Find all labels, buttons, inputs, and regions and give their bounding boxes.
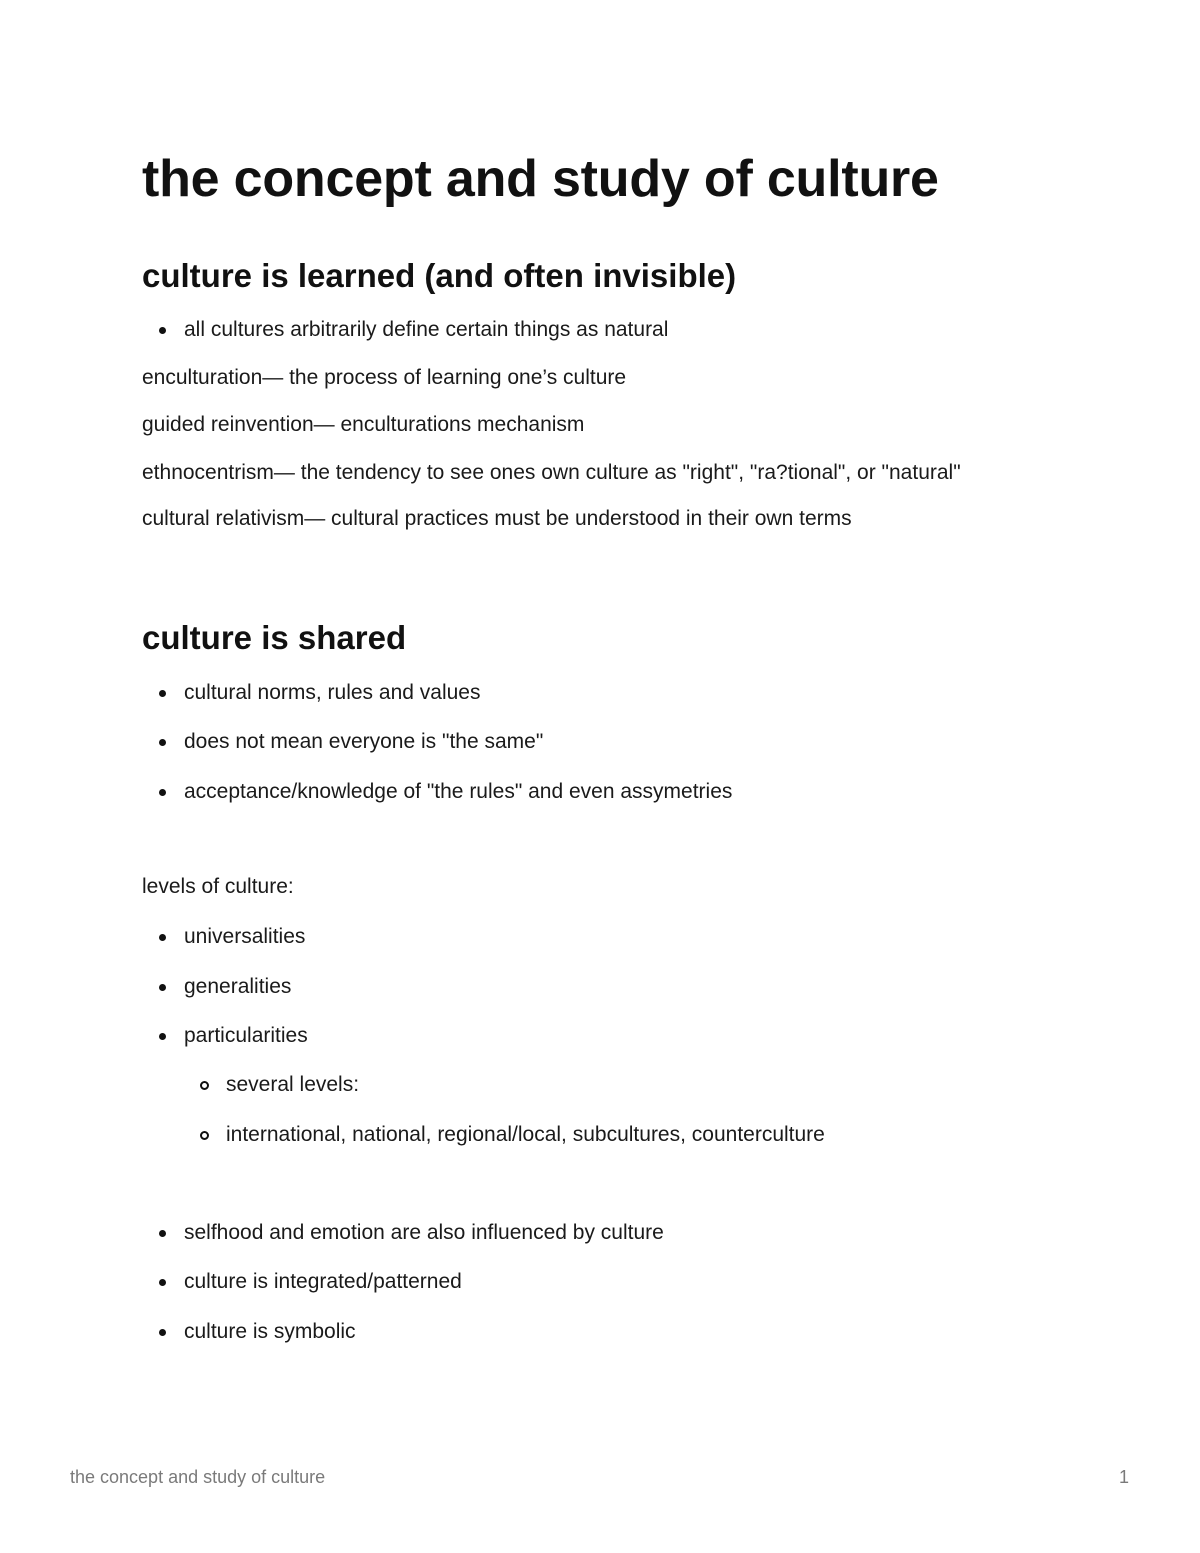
list-item: acceptance/knowledge of "the rules" and even assymetries (184, 780, 733, 803)
list-item: generalities (184, 975, 292, 998)
bullet-icon (159, 789, 166, 796)
document-title: the concept and study of culture (142, 150, 939, 208)
bullet-icon (159, 934, 166, 941)
list-item: culture is symbolic (184, 1320, 356, 1343)
bullet-icon (159, 1279, 166, 1286)
list-item: does not mean everyone is "the same" (184, 730, 544, 753)
section-heading-shared: culture is shared (142, 619, 407, 656)
section-heading-learned: culture is learned (and often invisible) (142, 257, 737, 294)
sub-list-item: international, national, regional/local, subcultures, counterculture (226, 1123, 825, 1146)
bullet-icon (159, 690, 166, 697)
bullet-icon (159, 984, 166, 991)
hollow-bullet-icon (200, 1081, 209, 1090)
list-item: culture is integrated/patterned (184, 1270, 462, 1293)
bullet-icon (159, 739, 166, 746)
paragraph-enculturation: enculturation— the process of learning one’s culture (142, 366, 627, 389)
paragraph-guided-reinvention: guided reinvention— enculturations mechanism (142, 413, 585, 436)
list-item: all cultures arbitrarily define certain things as natural (184, 318, 669, 341)
list-item: universalities (184, 925, 306, 948)
paragraph-cultural-relativism: cultural relativism— cultural practices must be understood in their own terms (142, 507, 852, 530)
bullet-icon (159, 1230, 166, 1237)
list-item: selfhood and emotion are also influenced by culture (184, 1221, 664, 1244)
list-item: cultural norms, rules and values (184, 681, 481, 704)
paragraph-ethnocentrism: ethnocentrism— the tendency to see ones own culture as "right", "ra?tional", or "natural" (142, 461, 961, 484)
bullet-icon (159, 327, 166, 334)
page-number: 1 (1119, 1467, 1130, 1487)
bullet-icon (159, 1033, 166, 1040)
levels-label: levels of culture: (142, 875, 294, 898)
bullet-icon (159, 1329, 166, 1336)
sub-list-item: several levels: (226, 1073, 360, 1096)
list-item: particularities (184, 1024, 308, 1047)
hollow-bullet-icon (200, 1131, 209, 1140)
footer-title: the concept and study of culture (70, 1467, 326, 1487)
